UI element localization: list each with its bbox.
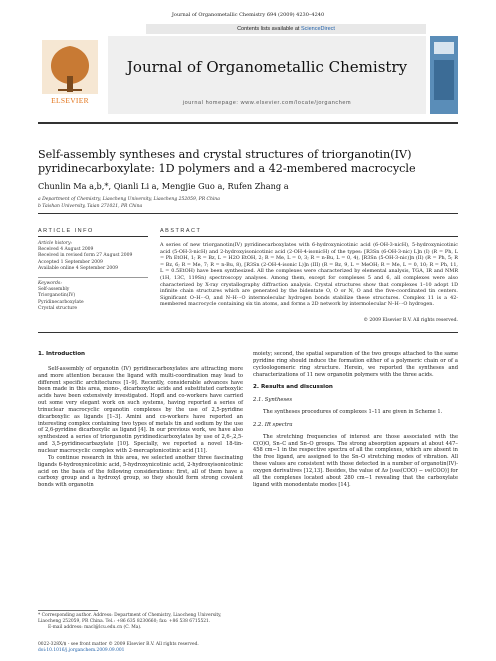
- contents-prefix: Contents lists available at: [237, 26, 301, 32]
- article-title-line-1: Self-assembly syntheses and crystal structures of triorganotin(IV): [38, 148, 412, 161]
- journal-homepage[interactable]: journal homepage: www.elsevier.com/locate/jorganchem: [182, 100, 352, 106]
- intro-paragraph-1: Self-assembly of organotin (IV) pyridinecarboxylates are attracting more and more attention because the ligand with multi-coordination may lead to different specific architectures [1–9]. Recently, considerable advances have been made in this area, mono-, dicarboxylic acids and substituted carboxylic acids have been extensively investigated. Hopfl and co-workers have carried out some very elegant work on such systems, having reported a series of trinuclear macrocyclic organotin complexes by the use of 2,5-pyridine dicarboxylic as ligands [1–3]. Amini and co-workers have reported an interesting complex containing two types of metals tin and sodium by the use of 2,6-pyridine dicarboxylic as ligand [4]. In our previous work, we have also synthesized a series of triorganotin pyridinedicarboxylates by use of 2,6-,2,5- and 3,5-pyridinecarbazylate [10]. Specially, we reported a novel 18-tin-nuclear macrocyclic complex with 2-mercaptonicotinic acid [11].: [38, 365, 243, 454]
- article-title: [38, 148, 458, 176]
- footnote-correspondence: * Corresponding author. Address: Department of Chemistry, Liaocheng University, Liaocheng 252059, PR China. Tel.: +86 635 8230660; fax: +86 538 6715521.: [38, 613, 222, 624]
- doi-link[interactable]: doi:10.1016/j.jorganchem.2009.09.001: [38, 648, 125, 653]
- footnote-rule: [38, 610, 98, 611]
- abstract-rule: [160, 236, 458, 237]
- journal-title: Journal of Organometallic Chemistry: [126, 58, 408, 76]
- elsevier-wordmark: ELSEVIER: [51, 96, 89, 105]
- history-item: Received in revised form 27 August 2009: [38, 253, 133, 259]
- header-divider: [38, 122, 458, 124]
- ir-spectra-subheading: 2.2. IR spectra: [253, 421, 293, 428]
- history-item: Available online 4 September 2009: [38, 265, 118, 271]
- contents-bar: [146, 24, 426, 34]
- intro-paragraph-2: To continue research in this area, we selected another three fascinating ligands 6-hydroxynicotinic acid, 5-hydroxynicotinic acid, 2-hydroxyisonicotinic acid on the basis of the following considerations: first, all of them have a carboxy group and a hydroxyl group, so they should form strong covalent bonds with organotin: [38, 454, 243, 489]
- syntheses-subheading: 2.1. Syntheses: [253, 397, 293, 404]
- affiliation-b: b Taishan University, Taian 271021, PR China: [38, 204, 143, 209]
- abstract-bottom-rule: [38, 332, 458, 333]
- sciencedirect-link[interactable]: ScienceDirect: [300, 26, 335, 32]
- keywords-label: Keywords:: [38, 281, 62, 286]
- article-history: [38, 241, 148, 272]
- right-column: [253, 351, 458, 489]
- keyword: Triorganotin(IV): [38, 293, 76, 299]
- keyword: Crystal structure: [38, 305, 78, 311]
- copyright-notice: © 2009 Elsevier B.V. All rights reserved.: [363, 318, 458, 323]
- affiliation-a: a Department of Chemistry, Liaocheng University, Liaocheng 252059, PR China: [38, 197, 220, 202]
- abstract-heading: ABSTRACT: [160, 228, 202, 234]
- abstract-text: A series of new triorganotin(IV) pyridinecarboxylates with 6-hydroxynicotinic acid (6-OH-3-nicH), 5-hydroxynicotinic acid (5-OH-3-nicH) and 2-hydroxyisonicotinic acid (2-OH-4-isonicH) of the types: [R3Sn (6-OH-3-nic) L]n (I) (R = Ph, L = Ph EtOH, 1; R = Bz, L = H2O EtOH, 2; R = Me, L = 0, 3; R = n-Bu, L = 0, 4), [R3Sn (5-OH-3-nic)]n (II) (R = Ph, 5; R = Bz, 6; R = Me, 7; R = n-Bu, 8), [R3Sn (2-OH-4-isonic L)]n (III) (R = Bz, 9, L = MeOH; R = Me, L = 0, 10; R = Ph, 11, L = 0.5EtOH) have been synthesized. All the complexes were characterized by elemental analysis, TGA, IR and NMR (1H, 13C, 119Sn) spectroscopy analyses. Among them, except for complexes 5 and 6, all complexes were also characterized by X-ray crystallography diffraction analysis. Crystal structures show that complexes 1–10 adopt 1D infinite chain structures which are generated by the bidentate O, O or N, O and the five-coordinated tin centers. Significant O–H···O, and N–H···O intermolecular hydrogen bonds stabilize these structures. Complex 11 is a 42-membered macrocycle containing six tin atoms, and forms a 2D network by intermolecular N–H···O hydrogen.: [160, 242, 458, 308]
- syntheses-paragraph: The syntheses procedures of complexes 1–11 are given in Scheme 1.: [263, 409, 443, 416]
- history-item: Accepted 1 September 2009: [38, 259, 103, 265]
- article-title-line-2: pyridinecarboxylate: 1D polymers and a 42-membered macrocycle: [38, 162, 416, 175]
- article-info-rule: [38, 236, 148, 237]
- history-item: Received 4 August 2009: [38, 247, 94, 253]
- journal-citation: Journal of Organometallic Chemistry 694 (2009) 4230–4240: [171, 12, 325, 18]
- results-heading: 2. Results and discussion: [253, 384, 333, 391]
- keyword: Self-assembly: [38, 287, 70, 293]
- keywords-divider: [38, 277, 148, 278]
- journal-header: [38, 24, 458, 116]
- footnote-email: E-mail address: macl@lcu.edu.cn (C. Ma).: [48, 625, 142, 630]
- left-column: [38, 351, 243, 489]
- history-label: Article history:: [38, 241, 73, 246]
- affiliation-divider: [38, 213, 458, 214]
- introduction-heading: 1. Introduction: [38, 351, 86, 357]
- author-list: Chunlin Ma a,b,*, Qianli Li a, Mengjie Guo a, Rufen Zhang a: [38, 181, 289, 191]
- article-info-heading: ARTICLE INFO: [38, 228, 94, 234]
- right-paragraph-1: moiety; second, the spatial separation of the two groups attached to the same pyridine ring should induce the formation either of a polymeric chain or of a cycloologomeric ring structure. Herein, we reported the syntheses and characterizations of 11 new organotin polymers with the three acids.: [253, 351, 458, 378]
- elsevier-tree-logo: [38, 38, 102, 96]
- keywords-block: [38, 281, 148, 312]
- keyword: Pyridinecarboxylate: [38, 299, 84, 305]
- journal-cover-thumbnail: [430, 36, 458, 114]
- ir-spectra-paragraph: The stretching frequencies of interest are those associated with the C(O)O, Sn–C and Sn–O groups. The strong absorption appears at about 447–458 cm−1 in the respective spectra of all the complexes, which are absent in the free ligand, are assigned to the Sn–O stretching modes of vibration. All these values are consistent with those detected in a number of organotin(IV)-oxygen derivatives [12,13]. Besides, the value of Δν [νas(COO) − νs(COO)] for all the complexes located about 280 cm−1 revealing that the carboxylate ligand with monodentate modes [14].: [253, 433, 458, 488]
- front-matter-line: 0022-328X/$ - see front matter © 2009 Elsevier B.V. All rights reserved.: [38, 642, 199, 647]
